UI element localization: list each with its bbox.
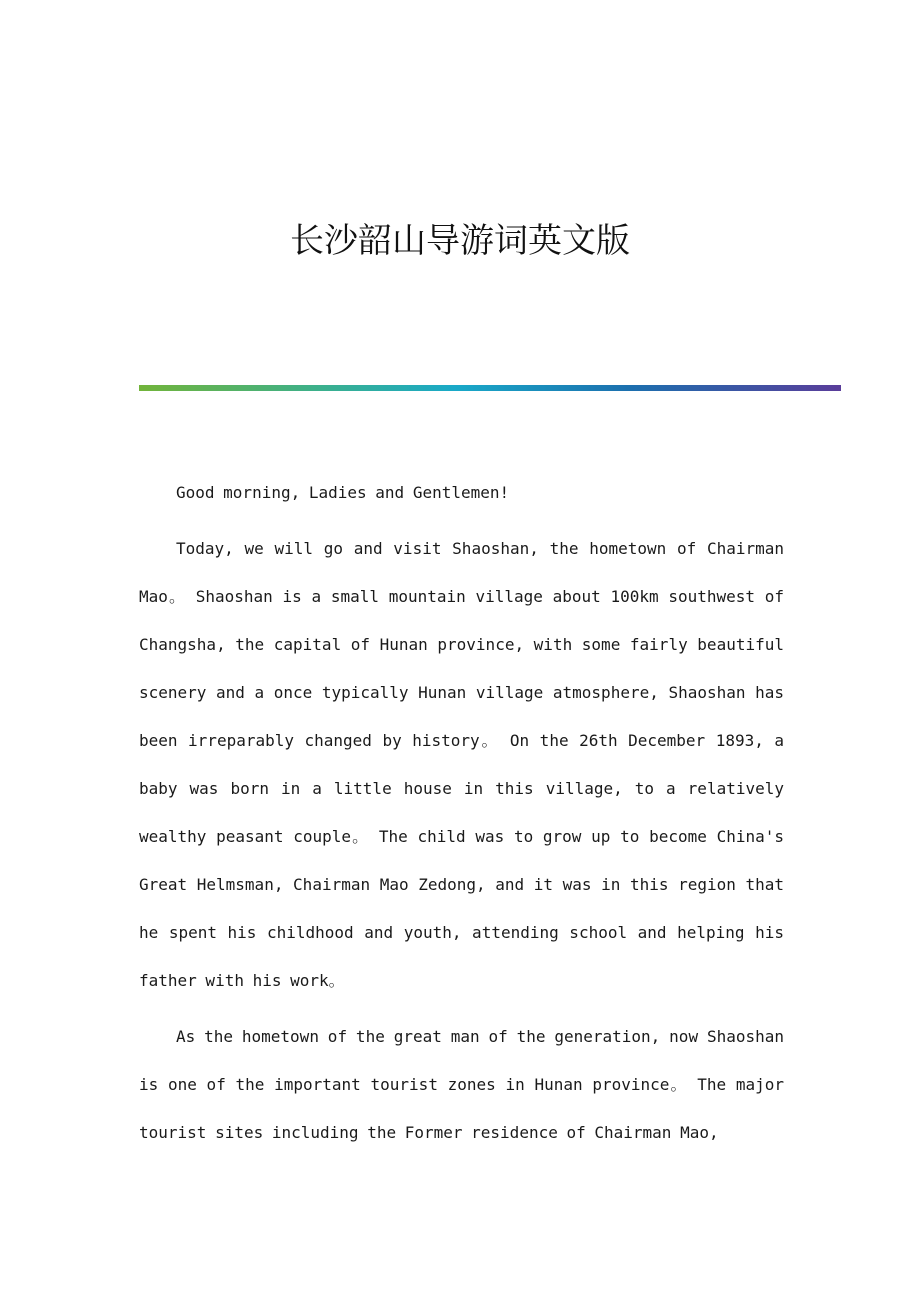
title-divider — [139, 385, 841, 391]
paragraph-introduction: Today, we will go and visit Shaoshan, the hometown of Chairman Mao。 Shaoshan is a small mountain village about 100km southwest of Changsha, the capital of Hunan province, with some fairly beautiful scenery and a once typically Hunan village atmosphere, Shaoshan has been irreparably changed by history。 On the 26th December 1893, a baby was born in a little house in this village, to a relatively wealthy peasant couple。 The child was to grow up to become China's Great Helmsman, Chairman Mao Zedong, and it was in this region that he spent his childhood and youth, attending school and helping his father with his work。 — [139, 539, 784, 990]
document-body — [139, 469, 784, 1165]
paragraph-tourist-zone: As the hometown of the great man of the generation, now Shaoshan is one of the important tourist zones in Hunan province。 The major tourist sites including the Former residence of Chairman Mao, — [139, 1027, 784, 1142]
paragraph-greeting: Good morning, Ladies and Gentlemen! — [176, 483, 510, 502]
document-title: 长沙韶山导游词英文版 — [290, 221, 630, 261]
